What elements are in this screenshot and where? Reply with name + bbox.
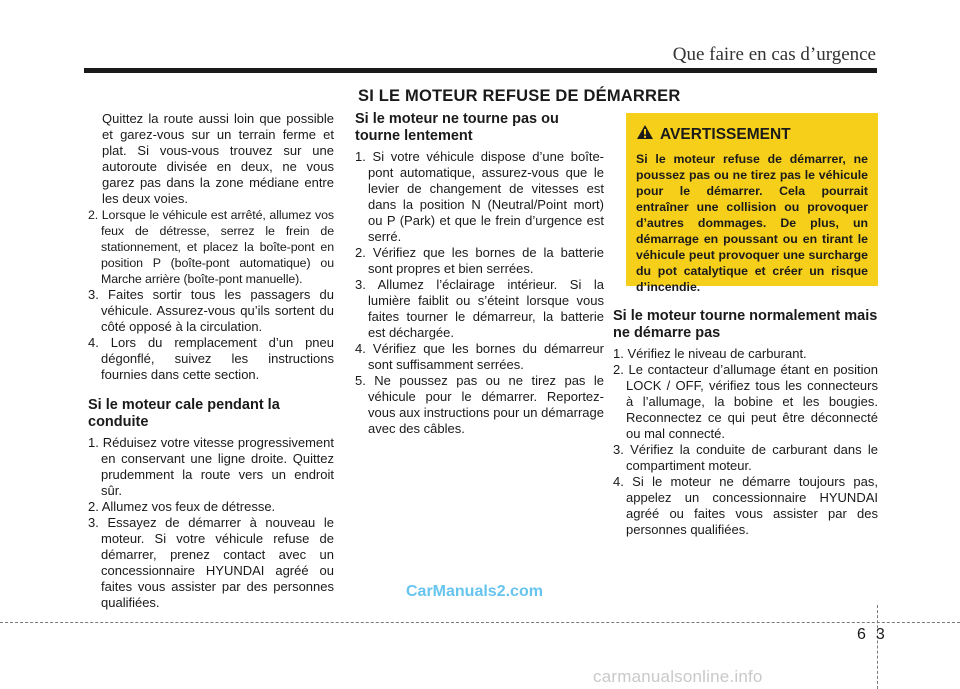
- bottom-rule: [0, 622, 960, 623]
- list-item: 3. Vérifiez la conduite de carburant dans le compartiment moteur.: [613, 442, 878, 473]
- header-rule: [84, 68, 877, 73]
- warning-text: Si le moteur refuse de démarrer, ne poussez pas ou ne tirez pas le véhicule pour le démarrer. Cela pourrait entraîner une collision ou provoquer d’autres dommages. De plus, un démarrage en poussant ou en tirant le véhicule peut provoquer une surcharge du pot catalytique et créer un risque d’incendie.: [636, 152, 868, 294]
- page-number: 63: [857, 626, 895, 643]
- list-item: 3. Essayez de démarrer à nouveau le moteur. Si votre véhicule refuse de démarrer, prenez contact avec un concessionnaire HYUNDAI agréé ou faites vous assister par des personnes qualifiées.: [88, 515, 334, 610]
- list-item: 4. Si le moteur ne démarre toujours pas, appelez un concessionnaire HYUNDAI agréé ou faites vous assister par des personnes qualifiées.: [613, 474, 878, 537]
- list-item: 2. Lorsque le véhicule est arrêté, allumez vos feux de détresse, serrez le frein de stationnement, et placez la boîte-pont en position P (boîte-pont automatique) ou Marche arrière (boîte-pont manuelle).: [88, 208, 334, 286]
- slow-crank-subheading: Si le moteur ne tourne pas ou tourne lentement: [355, 111, 559, 144]
- intro-paragraph: Quittez la route aussi loin que possible et garez-vous sur un terrain ferme et plat. Si vous-vous trouvez sur une autoroute divisée en deux, ne vous garez pas dans la zone médiane entre les deux voies.: [102, 111, 334, 206]
- warning-header: [636, 124, 868, 145]
- section-title: SI LE MOTEUR REFUSE DE DÉMARRER: [358, 87, 681, 105]
- list-item: 3. Faites sortir tous les passagers du véhicule. Assurez-vous qu’ils sortent du côté opposé à la circulation.: [88, 287, 334, 334]
- list-item: 4. Lors du remplacement d’un pneu dégonflé, suivez les instructions fournies dans cette section.: [88, 335, 334, 382]
- column-3: [613, 308, 878, 538]
- column-1: [88, 111, 334, 611]
- watermark-link[interactable]: CarManuals2.com: [406, 583, 543, 600]
- stall-subheading: Si le moteur cale pendant la conduite: [88, 397, 280, 430]
- warning-title: AVERTISSEMENT: [660, 125, 791, 143]
- chapter-title: Que faire en cas d’urgence: [672, 44, 876, 65]
- list-item: 2. Vérifiez que les bornes de la batterie sont propres et bien serrées.: [355, 245, 604, 276]
- list-item: 3. Allumez l’éclairage intérieur. Si la lumière faiblit ou s’éteint lorsque vous faites tourner le démarreur, la batterie est déchargée.: [355, 277, 604, 340]
- list-item: 4. Vérifiez que les bornes du démarreur sont suffisamment serrées.: [355, 341, 604, 372]
- warning-triangle-icon: [636, 124, 654, 145]
- list-item: 2. Allumez vos feux de détresse.: [88, 499, 276, 514]
- column-2: [355, 111, 604, 437]
- list-item: 1. Réduisez votre vitesse progressivement en conservant une ligne droite. Quittez prudemment la route vers un endroit sûr.: [88, 435, 334, 498]
- list-item: 5. Ne poussez pas ou ne tirez pas le véhicule pour le démarrer. Reportez-vous aux instructions pour un démarrage avec des câbles.: [355, 373, 604, 436]
- footer-watermark: carmanualsonline.info: [593, 667, 763, 686]
- warning-box: [626, 113, 878, 294]
- list-item: 1. Vérifiez le niveau de carburant.: [613, 346, 807, 361]
- list-item: 1. Si votre véhicule dispose d’une boîte-pont automatique, assurez-vous que le levier de changement de vitesses est dans la position N (Neutral/Point mort) ou P (Park) et que le frein d’urgence est serré.: [355, 149, 604, 244]
- no-start-subheading: Si le moteur tourne normalement mais ne démarre pas: [613, 308, 878, 341]
- list-item: 2. Le contacteur d’allumage étant en position LOCK / OFF, vérifiez tous les connecteurs à l’allumage, la bobine et les bougies. Reconnectez ce qui peut être déconnecté ou mal connecté.: [613, 362, 878, 441]
- page-number-divider: [877, 605, 878, 689]
